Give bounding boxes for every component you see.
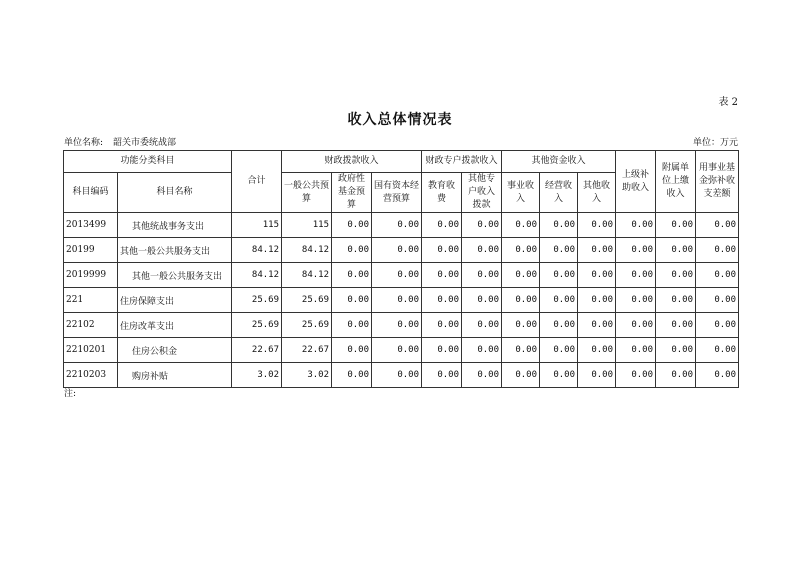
- row-value: 0.00: [422, 213, 462, 238]
- row-value: 0.00: [540, 263, 578, 288]
- row-value: 3.02: [282, 363, 332, 388]
- col-state-capital: 国有资本经营预算: [372, 173, 422, 213]
- col-code: 科目编码: [64, 173, 118, 213]
- row-value: 0.00: [372, 313, 422, 338]
- row-value: 25.69: [232, 313, 282, 338]
- row-value: 115: [232, 213, 282, 238]
- row-value: 0.00: [656, 338, 696, 363]
- row-value: 0.00: [616, 363, 656, 388]
- note: 注:: [64, 389, 77, 399]
- row-value: 0.00: [696, 288, 739, 313]
- row-value: 0.00: [422, 363, 462, 388]
- row-value: 3.02: [232, 363, 282, 388]
- row-value: 0.00: [372, 238, 422, 263]
- col-total: 合计: [232, 151, 282, 213]
- row-value: 0.00: [656, 313, 696, 338]
- col-operating: 经营收入: [540, 173, 578, 213]
- row-value: 0.00: [540, 313, 578, 338]
- col-upper-subsidy: 上级补助收入: [616, 151, 656, 213]
- row-value: 0.00: [462, 263, 502, 288]
- col-general-budget: 一般公共预算: [282, 173, 332, 213]
- row-value: 0.00: [462, 363, 502, 388]
- row-value: 0.00: [462, 288, 502, 313]
- col-affiliated: 附属单位上缴收入: [656, 151, 696, 213]
- row-value: 0.00: [422, 238, 462, 263]
- col-special-group: 财政专户拨款收入: [422, 151, 502, 173]
- row-value: 0.00: [462, 213, 502, 238]
- row-code: 2210203: [64, 363, 118, 388]
- row-value: 0.00: [656, 363, 696, 388]
- row-name: 购房补贴: [118, 363, 232, 388]
- col-fund-gap: 用事业基金弥补收支差额: [696, 151, 739, 213]
- row-value: 0.00: [540, 213, 578, 238]
- row-value: 0.00: [422, 263, 462, 288]
- row-value: 0.00: [578, 263, 616, 288]
- row-value: 0.00: [656, 263, 696, 288]
- row-value: 0.00: [696, 338, 739, 363]
- row-value: 0.00: [578, 338, 616, 363]
- row-value: 0.00: [578, 288, 616, 313]
- col-gov-fund: 政府性基金预算: [332, 173, 372, 213]
- row-name: 住房改革支出: [118, 313, 232, 338]
- row-value: 25.69: [282, 313, 332, 338]
- header-row-group: [64, 151, 739, 173]
- row-value: 0.00: [462, 313, 502, 338]
- row-value: 0.00: [578, 213, 616, 238]
- table-row: [64, 213, 739, 238]
- row-value: 0.00: [578, 238, 616, 263]
- row-name: 其他一般公共服务支出: [118, 238, 232, 263]
- col-fiscal-group: 财政拨款收入: [282, 151, 422, 173]
- unit-name-value: 韶关市委统战部: [113, 138, 177, 148]
- currency-unit: 单位：万元: [692, 138, 738, 148]
- row-code: 20199: [64, 238, 118, 263]
- page-title: 收入总体情况表: [347, 112, 453, 128]
- row-value: 0.00: [578, 313, 616, 338]
- row-name: 其他统战事务支出: [118, 213, 232, 238]
- table-row: [64, 288, 739, 313]
- row-name: 其他一般公共服务支出: [118, 263, 232, 288]
- row-value: 0.00: [332, 363, 372, 388]
- unit-name-label: 单位名称:: [64, 138, 104, 148]
- row-value: 84.12: [282, 238, 332, 263]
- row-value: 0.00: [616, 288, 656, 313]
- row-value: 0.00: [462, 338, 502, 363]
- unit-name-line: [64, 135, 176, 148]
- row-code: 2019999: [64, 263, 118, 288]
- table-number: 表 2: [718, 97, 738, 108]
- row-value: 0.00: [372, 338, 422, 363]
- row-value: 0.00: [372, 263, 422, 288]
- row-value: 0.00: [616, 238, 656, 263]
- row-value: 0.00: [540, 338, 578, 363]
- row-value: 84.12: [232, 238, 282, 263]
- row-name: 住房公积金: [118, 338, 232, 363]
- table-body: [64, 213, 739, 388]
- table-row: [64, 363, 739, 388]
- row-code: 2210201: [64, 338, 118, 363]
- row-value: 0.00: [696, 238, 739, 263]
- row-value: 0.00: [502, 338, 540, 363]
- row-value: 0.00: [578, 363, 616, 388]
- row-value: 0.00: [616, 313, 656, 338]
- col-business: 事业收入: [502, 173, 540, 213]
- row-value: 0.00: [616, 263, 656, 288]
- row-value: 0.00: [332, 338, 372, 363]
- row-value: 0.00: [332, 213, 372, 238]
- table-row: [64, 263, 739, 288]
- row-name: 住房保障支出: [118, 288, 232, 313]
- row-code: 221: [64, 288, 118, 313]
- col-edu-fee: 教育收费: [422, 173, 462, 213]
- row-value: 0.00: [332, 238, 372, 263]
- income-summary-table: [63, 150, 739, 388]
- row-code: 2013499: [64, 213, 118, 238]
- row-value: 0.00: [422, 288, 462, 313]
- row-value: 0.00: [372, 213, 422, 238]
- row-value: 0.00: [696, 213, 739, 238]
- row-value: 0.00: [332, 313, 372, 338]
- row-value: 0.00: [332, 288, 372, 313]
- row-value: 0.00: [540, 238, 578, 263]
- row-code: 22102: [64, 313, 118, 338]
- row-value: 0.00: [422, 313, 462, 338]
- col-other-group: 其他资金收入: [502, 151, 616, 173]
- row-value: 22.67: [282, 338, 332, 363]
- row-value: 0.00: [616, 338, 656, 363]
- row-value: 0.00: [656, 288, 696, 313]
- row-value: 0.00: [656, 213, 696, 238]
- row-value: 0.00: [656, 238, 696, 263]
- row-value: 0.00: [696, 363, 739, 388]
- row-value: 115: [282, 213, 332, 238]
- col-func-group: 功能分类科目: [64, 151, 232, 173]
- row-value: 0.00: [502, 238, 540, 263]
- row-value: 0.00: [422, 338, 462, 363]
- table-row: [64, 238, 739, 263]
- row-value: 0.00: [502, 313, 540, 338]
- col-name: 科目名称: [118, 173, 232, 213]
- col-other-income: 其他收入: [578, 173, 616, 213]
- row-value: 0.00: [540, 288, 578, 313]
- table-row: [64, 313, 739, 338]
- row-value: 22.67: [232, 338, 282, 363]
- row-value: 25.69: [232, 288, 282, 313]
- col-other-special: 其他专户收入拨款: [462, 173, 502, 213]
- row-value: 0.00: [502, 363, 540, 388]
- row-value: 0.00: [540, 363, 578, 388]
- table-row: [64, 338, 739, 363]
- row-value: 0.00: [372, 363, 422, 388]
- row-value: 0.00: [502, 263, 540, 288]
- row-value: 0.00: [696, 313, 739, 338]
- row-value: 0.00: [502, 213, 540, 238]
- row-value: 84.12: [232, 263, 282, 288]
- row-value: 0.00: [332, 263, 372, 288]
- row-value: 0.00: [372, 288, 422, 313]
- row-value: 25.69: [282, 288, 332, 313]
- row-value: 0.00: [616, 213, 656, 238]
- row-value: 0.00: [502, 288, 540, 313]
- row-value: 0.00: [696, 263, 739, 288]
- row-value: 0.00: [462, 238, 502, 263]
- row-value: 84.12: [282, 263, 332, 288]
